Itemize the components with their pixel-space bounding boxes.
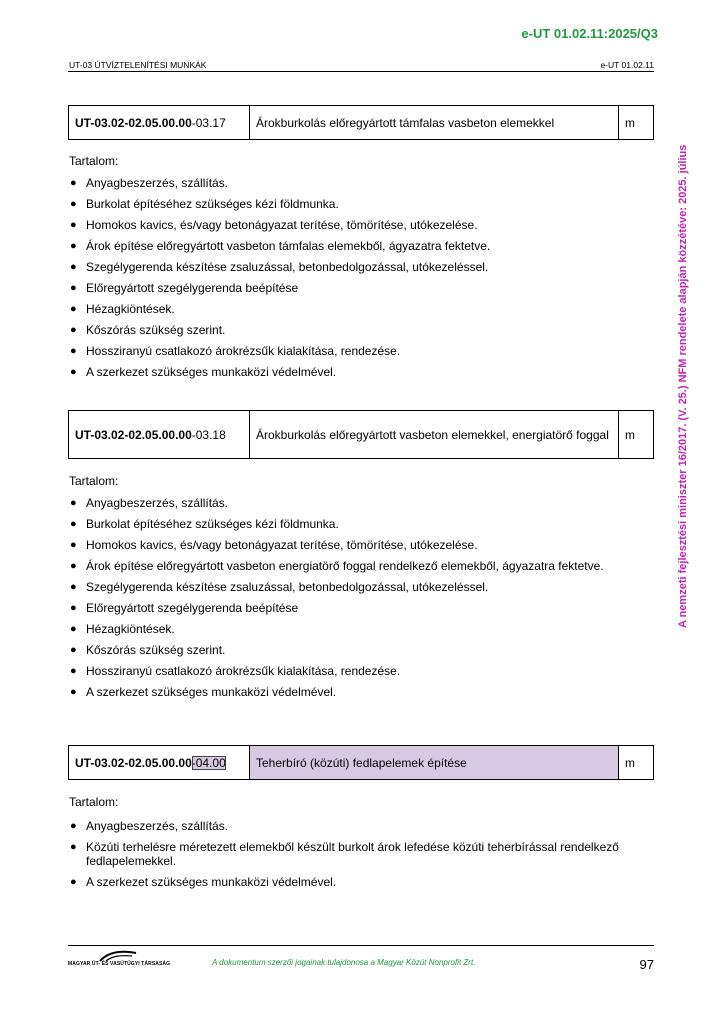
bullet-icon: ● bbox=[70, 686, 77, 698]
header-divider bbox=[68, 71, 654, 72]
list-item: ● Hossziranyú csatlakozó árokrézsűk kialakítása, rendezése. bbox=[70, 664, 401, 678]
bullet-icon: ● bbox=[70, 581, 77, 593]
item-code: UT-03.02-02.05.00.00-03.18 bbox=[69, 411, 250, 459]
list-item: ● Anyagbeszerzés, szállítás. bbox=[70, 496, 229, 510]
bullet-icon: ● bbox=[70, 324, 77, 336]
logo-text: MAGYAR ÚT- ÉS VASÚTÜGYI TÁRSASÁG bbox=[68, 961, 171, 967]
item-description: Árokburkolás előregyártott támfalas vasbeton elemekkel bbox=[250, 106, 619, 140]
item-unit: m bbox=[619, 411, 654, 459]
bullet-icon: ● bbox=[70, 240, 77, 252]
list-item: ● Hossziranyú csatlakozó árokrézsűk kialakítása, rendezése. bbox=[70, 344, 401, 358]
list-item: ● Kőszórás szükség szerint. bbox=[70, 323, 226, 337]
list-item: ● Árok építése előregyártott vasbeton energiatörő foggal rendelkező elemekből, ágyazatra fektetve. bbox=[70, 559, 604, 573]
bullet-icon: ● bbox=[70, 644, 77, 656]
copyright-notice: A dokumentum szerzői jogainak tulajdonosa a Magyar Közút Nonprofit Zrt. bbox=[212, 958, 476, 967]
bullet-icon: ● bbox=[70, 366, 77, 378]
content-label: Tartalom: bbox=[69, 474, 119, 488]
document-code: e-UT 01.02.11:2025/Q3 bbox=[521, 26, 658, 41]
bullet-icon: ● bbox=[70, 219, 77, 231]
list-item: ● A szerkezet szükséges munkaközi védelmével. bbox=[70, 875, 337, 889]
bullet-list-03-17 bbox=[69, 176, 629, 386]
item-unit: m bbox=[619, 106, 654, 140]
list-item: ● Előregyártott szegélygerenda beépítése bbox=[70, 281, 299, 295]
bullet-icon: ● bbox=[70, 198, 77, 210]
bullet-icon: ● bbox=[70, 497, 77, 509]
header-doc-ref: e-UT 01.02.11 bbox=[600, 60, 654, 70]
list-item: ● Homokos kavics, és/vagy betonágyazat terítése, tömörítése, utókezelése. bbox=[70, 218, 478, 232]
bullet-icon: ● bbox=[70, 623, 77, 635]
list-item: ● Árok építése előregyártott vasbeton támfalas elemekből, ágyazatra fektetve. bbox=[70, 239, 491, 253]
list-item: ● Homokos kavics, és/vagy betonágyazat terítése, tömörítése, utókezelése. bbox=[70, 538, 478, 552]
item-description: Teherbíró (közúti) fedlapelemek építése bbox=[250, 746, 619, 780]
bullet-list-04-00 bbox=[69, 819, 629, 896]
bullet-icon: ● bbox=[70, 876, 77, 888]
bullet-icon: ● bbox=[70, 560, 77, 572]
item-description: Árokburkolás előregyártott vasbeton elemekkel, energiatörő foggal bbox=[250, 411, 619, 459]
list-item: ● Burkolat építéséhez szükséges kézi földmunka. bbox=[70, 197, 339, 211]
bullet-icon: ● bbox=[70, 539, 77, 551]
bullet-icon: ● bbox=[70, 345, 77, 357]
item-table-04-00 bbox=[68, 745, 654, 780]
item-table-03-18 bbox=[68, 410, 654, 459]
chapter-heading bbox=[69, 60, 206, 70]
bullet-icon: ● bbox=[70, 602, 77, 614]
list-item: ● Előregyártott szegélygerenda beépítése bbox=[70, 601, 299, 615]
list-item: ● Közúti terhelésre méretezett elemekből készült burkolt árok lefedése közúti teherbírással rendelkező fedlapelemekkel. bbox=[70, 840, 619, 868]
bullet-list-03-18 bbox=[69, 496, 629, 706]
item-table-03-17 bbox=[68, 105, 654, 140]
chapter-prefix: UT-03 bbox=[69, 60, 95, 70]
bullet-icon: ● bbox=[70, 665, 77, 677]
page-number: 97 bbox=[639, 957, 654, 972]
list-item: ● Anyagbeszerzés, szállítás. bbox=[70, 176, 229, 190]
item-code: UT-03.02-02.05.00.00-03.17 bbox=[69, 106, 250, 140]
list-item: ● Hézagkiöntések. bbox=[70, 622, 175, 636]
chapter-title: ÚTVÍZTELENÍTÉSI MUNKÁK bbox=[94, 60, 207, 70]
list-item: ● Burkolat építéséhez szükséges kézi földmunka. bbox=[70, 517, 339, 531]
bullet-icon: ● bbox=[70, 518, 77, 530]
item-code: UT-03.02-02.05.00.00-04.00 bbox=[69, 746, 250, 780]
item-unit: m bbox=[619, 746, 654, 780]
bullet-icon: ● bbox=[70, 282, 77, 294]
content-label: Tartalom: bbox=[69, 795, 119, 809]
bullet-icon: ● bbox=[70, 261, 77, 273]
content-label: Tartalom: bbox=[69, 154, 119, 168]
bullet-icon: ● bbox=[70, 820, 77, 832]
list-item: ● Szegélygerenda készítése zsaluzással, betonbedolgozással, utókezeléssel. bbox=[70, 260, 489, 274]
company-logo bbox=[68, 950, 171, 972]
bullet-icon: ● bbox=[70, 177, 77, 189]
bullet-icon: ● bbox=[70, 841, 77, 853]
list-item: ● Szegélygerenda készítése zsaluzással, betonbedolgozással, utókezeléssel. bbox=[70, 580, 489, 594]
list-item: ● Kőszórás szükség szerint. bbox=[70, 643, 226, 657]
bullet-icon: ● bbox=[70, 303, 77, 315]
list-item: ● A szerkezet szükséges munkaközi védelmével. bbox=[70, 365, 337, 379]
list-item: ● Anyagbeszerzés, szállítás. bbox=[70, 819, 229, 833]
list-item: ● A szerkezet szükséges munkaközi védelmével. bbox=[70, 685, 337, 699]
publication-note: A nemzeti fejlesztési miniszter 16/2017. (V. 25.) NFM rendelete alapján közzétéve: 2025. július bbox=[677, 144, 689, 628]
list-item: ● Hézagkiöntések. bbox=[70, 302, 175, 316]
footer-divider bbox=[68, 945, 654, 946]
